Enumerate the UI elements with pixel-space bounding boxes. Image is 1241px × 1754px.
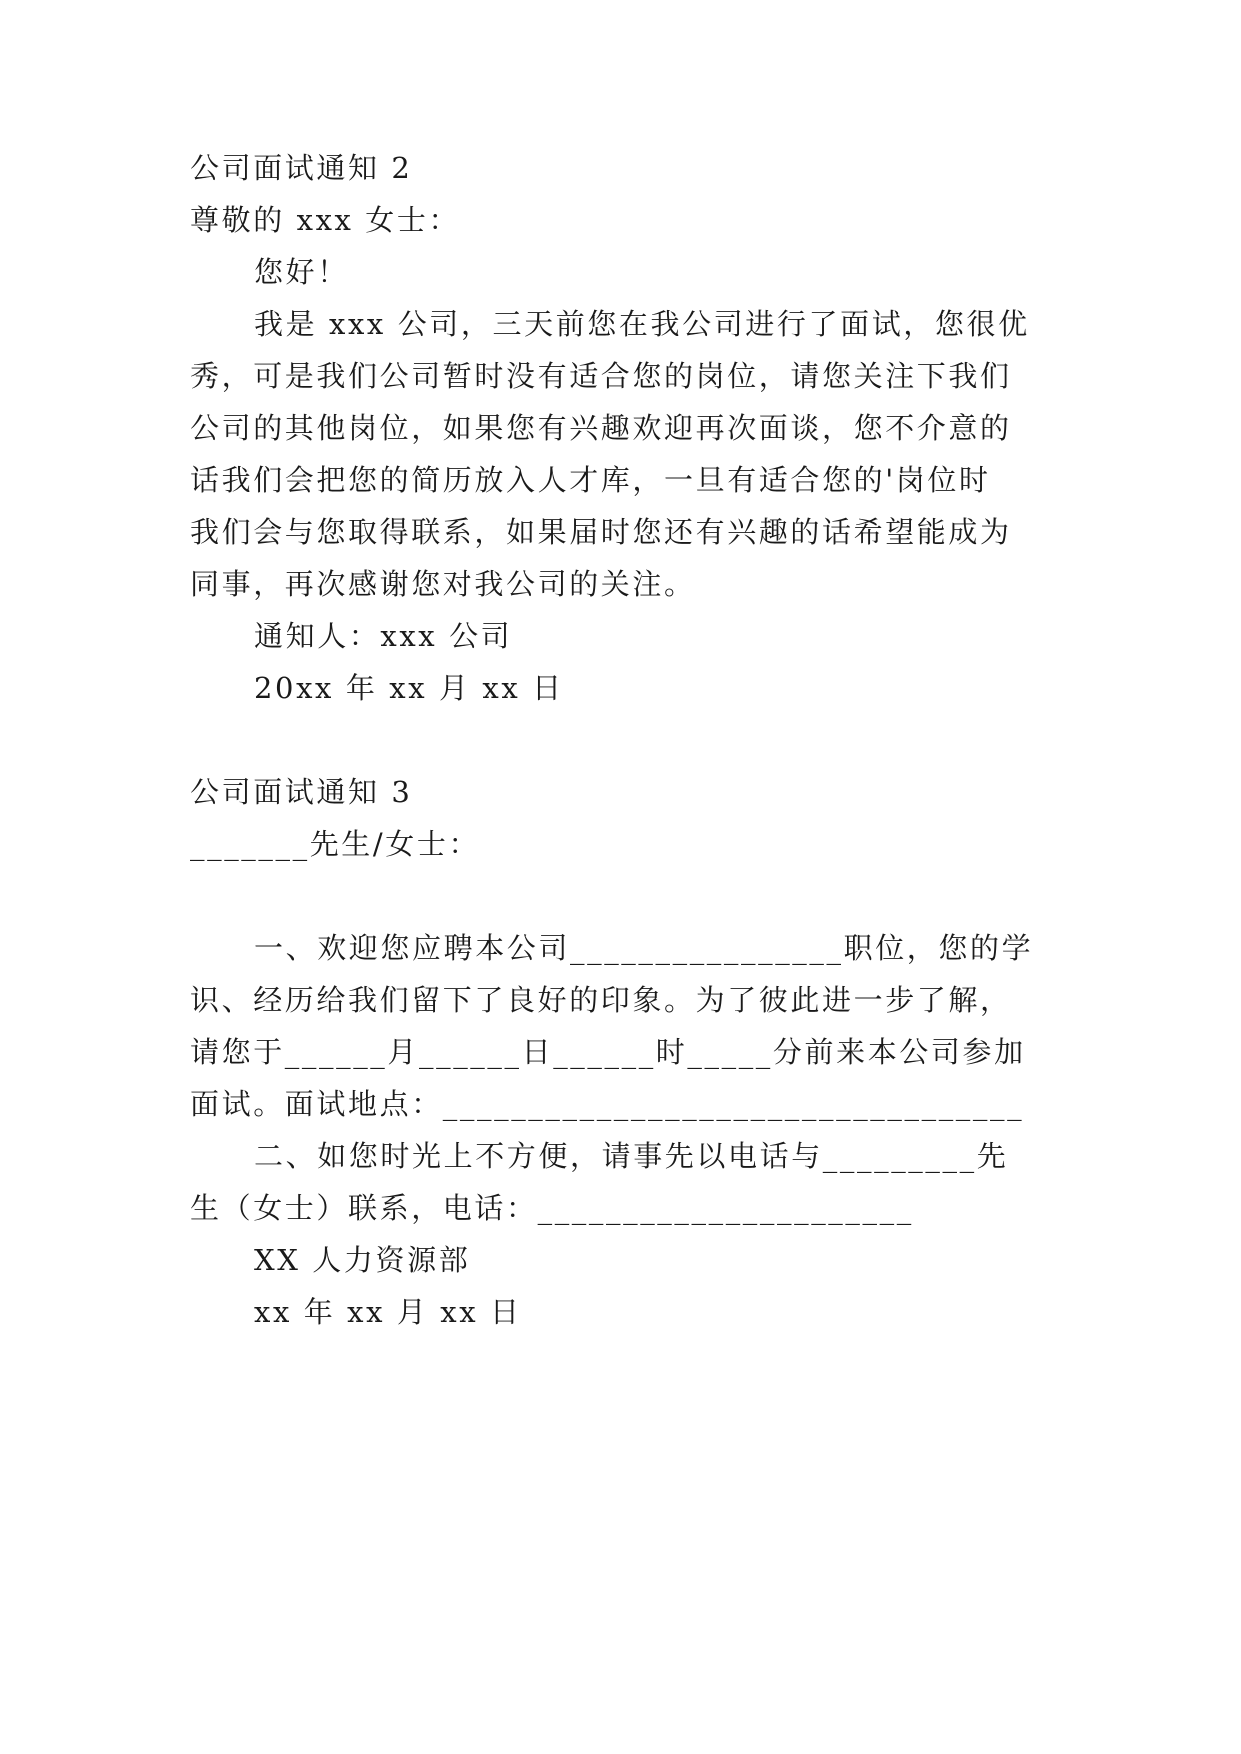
section3-signature: XX 人力资源部 — [254, 1243, 471, 1277]
section2-body-line: 秀，可是我们公司暂时没有适合您的岗位，请您关注下我们 — [190, 359, 1012, 393]
section3-para2-line: 二、如您时光上不方便，请事先以电话与_________先 — [254, 1139, 1009, 1173]
section3-date: xx 年 xx 月 xx 日 — [254, 1295, 522, 1329]
section2-notifier: 通知人：xxx 公司 — [254, 619, 513, 653]
section2-body-line: 我们会与您取得联系，如果届时您还有兴趣的话希望能成为 — [190, 515, 1012, 549]
section3-para1-line: 一、欢迎您应聘本公司________________职位，您的学 — [254, 931, 1034, 965]
section2-body-line: 话我们会把您的简历放入人才库，一旦有适合您的'岗位时 — [190, 463, 991, 497]
section3-para1-line: 面试。面试地点：__________________________________ — [190, 1087, 1025, 1121]
section3-para1-line: 识、经历给我们留下了良好的印象。为了彼此进一步了解， — [190, 983, 1012, 1017]
section3-salutation: _______先生/女士： — [190, 827, 481, 861]
section2-salutation: 尊敬的 xxx 女士： — [190, 203, 461, 237]
section2-body-line: 同事，再次感谢您对我公司的关注。 — [190, 567, 696, 601]
section3-para2-line: 生（女士）联系，电话：______________________ — [190, 1191, 914, 1225]
section2-body-line: 我是 xxx 公司，三天前您在我公司进行了面试，您很优 — [254, 307, 1030, 341]
section2-greeting: 您好！ — [254, 255, 349, 289]
section3-title: 公司面试通知 3 — [190, 775, 413, 809]
section2-body-line: 公司的其他岗位，如果您有兴趣欢迎再次面谈，您不介意的 — [190, 411, 1012, 445]
section2-title: 公司面试通知 2 — [190, 151, 413, 185]
section3-para1-line: 请您于______月______日______时_____分前来本公司参加 — [190, 1035, 1026, 1069]
section2-date: 20xx 年 xx 月 xx 日 — [254, 671, 564, 705]
